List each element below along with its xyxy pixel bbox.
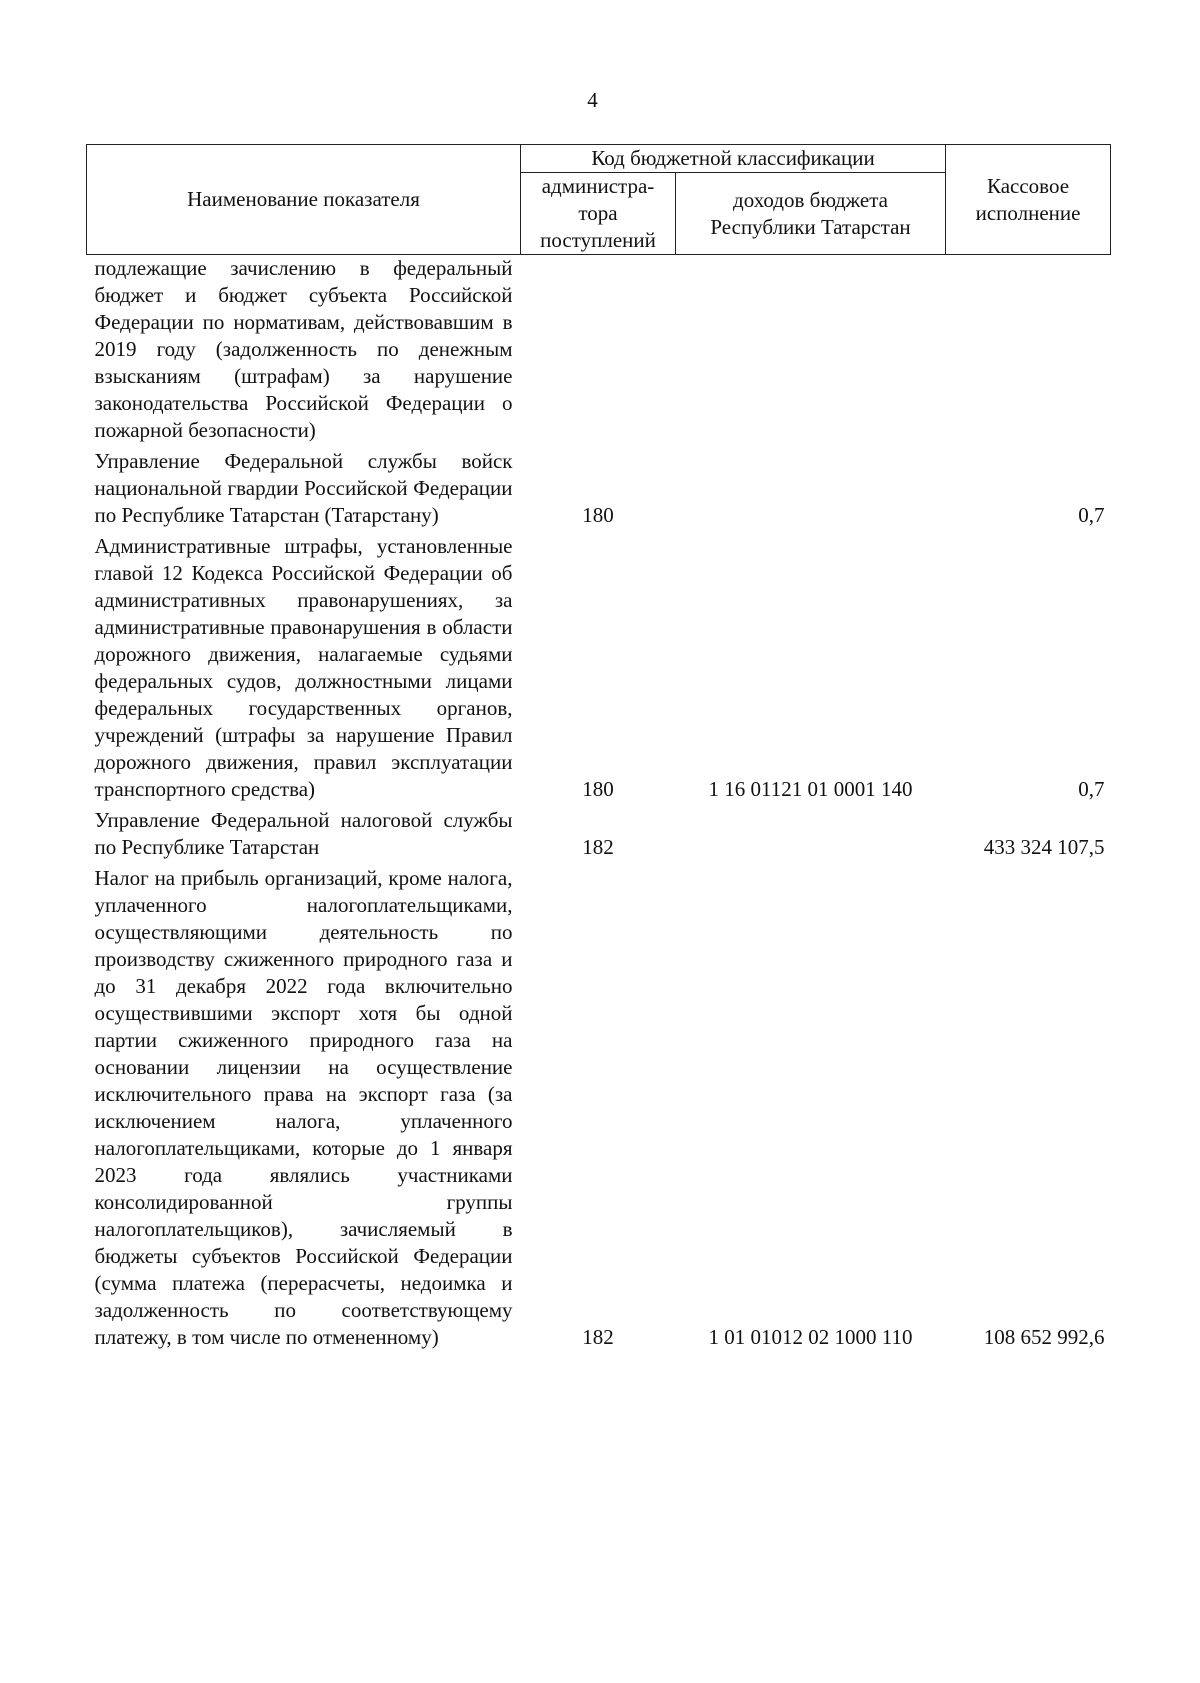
- row-revenue-code: [676, 448, 946, 533]
- table-header: [87, 145, 1111, 255]
- page-number: 4: [587, 88, 598, 112]
- row-name: подлежащие зачислению в федеральный бюджет и бюджет субъекта Российской Федерации по нормативам, действовавшим в 2019 году (задолженность по денежным взысканиям (штрафам) за нарушение законодательства Российской Федерации о пожарной безопасности): [94, 256, 513, 442]
- row-admin-code: 182: [582, 1325, 614, 1349]
- row-admin-code: 180: [582, 777, 614, 801]
- row-amount: 433 324 107,5: [983, 835, 1105, 859]
- row-amount: 0,7: [1078, 503, 1105, 527]
- row-amount: [946, 255, 1111, 449]
- table-row: [87, 807, 1111, 865]
- row-admin-code: 182: [582, 835, 614, 859]
- row-amount: 0,7: [1078, 777, 1105, 801]
- row-revenue-code: 1 16 01121 01 0001 140: [708, 777, 913, 801]
- row-admin-code: 180: [582, 503, 614, 527]
- table-row: [87, 865, 1111, 1355]
- header-sum: Кассовое исполнение: [946, 145, 1111, 255]
- row-revenue-code: [676, 255, 946, 449]
- row-name: Административные штрафы, установленные главой 12 Кодекса Российской Федерации об административных правонарушениях, за административные правонарушения в области дорожного движения, налагаемые судьями федеральных судов, должностными лицами федеральных государственных органов, учреждений (штрафы за нарушение Правил дорожного движения, правил эксплуатации транспортного средства): [94, 534, 513, 801]
- row-revenue-code: 1 01 01012 02 1000 110: [708, 1325, 913, 1349]
- row-name: Управление Федеральной налоговой службы по Республике Татарстан: [94, 808, 513, 859]
- budget-table: [86, 144, 1111, 1355]
- row-name: Управление Федеральной службы войск национальной гвардии Российской Федерации по Республике Татарстан (Татарстану): [94, 449, 513, 527]
- header-name: Наименование показателя: [87, 145, 521, 255]
- row-name: Налог на прибыль организаций, кроме налога, уплаченного налогоплательщиками, осуществляющими деятельность по производству сжиженного природного газа и до 31 декабря 2022 года включительно осуществившими экспорт хотя бы одной партии сжиженного природного газа на основании лицензии на осуществление исключительного права на экспорт газа (за исключением налога, уплаченного налогоплательщиками, которые до 1 января 2023 года являлись участниками консолидированной группы налогоплательщиков), зачисляемый в бюджеты субъектов Российской Федерации (сумма платежа (перерасчеты, недоимка и задолженность по соответствующему платежу, в том числе по отмененному): [94, 866, 513, 1349]
- header-admin: администра-тора поступлений: [521, 173, 676, 255]
- row-admin-code: [521, 255, 676, 449]
- row-amount: 108 652 992,6: [983, 1325, 1105, 1349]
- row-revenue-code: [676, 807, 946, 865]
- header-group: Код бюджетной классификации: [521, 145, 946, 173]
- table-row: [87, 533, 1111, 807]
- table-row: [87, 448, 1111, 533]
- table-row: [87, 255, 1111, 449]
- header-code: доходов бюджета Республики Татарстан: [676, 173, 946, 255]
